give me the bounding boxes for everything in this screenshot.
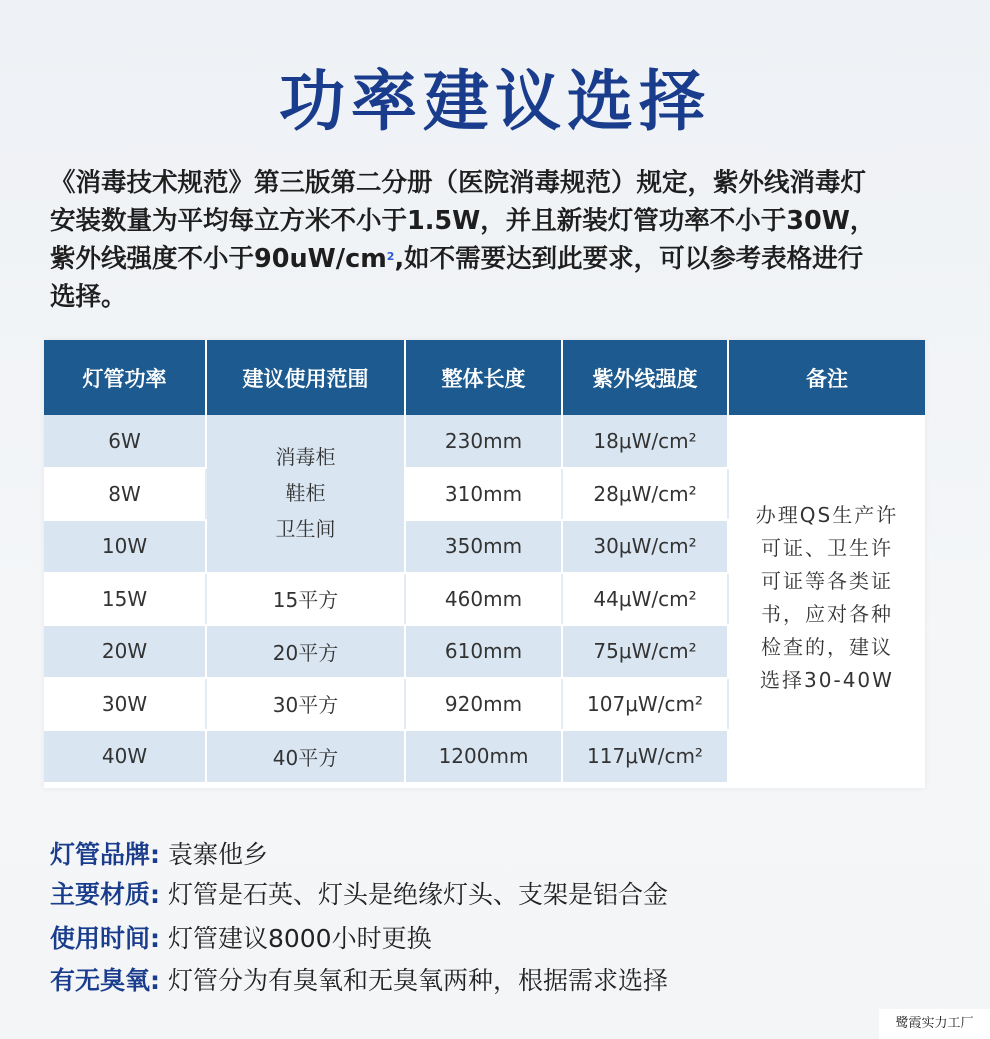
info-key: 主要材质: — [50, 880, 160, 909]
note-line: 可证等各类证 — [761, 569, 893, 594]
intro-text-end: ,如不需要达到此要求，可以参考表格进行选择。 — [50, 244, 864, 312]
info-key: 有无臭氧: — [50, 966, 160, 995]
cell-scope: 40平方 — [206, 730, 405, 783]
scope-line: 消毒柜 — [275, 445, 336, 470]
header-intensity: 紫外线强度 — [562, 340, 728, 415]
note-line: 办理QS生产许 — [755, 503, 899, 528]
cell-intensity: 117μW/cm² — [562, 730, 728, 783]
info-value: 灯管是石英、灯头是绝缘灯头、支架是铝合金 — [160, 880, 668, 909]
header-length: 整体长度 — [405, 340, 562, 415]
header-scope: 建议使用范围 — [206, 340, 405, 415]
cell-length: 610mm — [405, 625, 562, 678]
info-value: 灯管分为有臭氧和无臭氧两种，根据需求选择 — [160, 966, 668, 995]
scope-line: 鞋柜 — [285, 481, 326, 506]
cell-length: 1200mm — [405, 730, 562, 783]
cell-intensity: 18μW/cm² — [562, 415, 728, 468]
info-value: 灯管建议8000小时更换 — [160, 924, 432, 953]
info-key: 使用时间: — [50, 924, 160, 953]
table-header-row — [44, 340, 925, 415]
cell-power: 40W — [44, 730, 206, 783]
header-note: 备注 — [728, 340, 925, 415]
cell-scope-merged — [206, 415, 405, 573]
cell-intensity: 107μW/cm² — [562, 678, 728, 731]
watermark: 鹭霞实力工厂 — [879, 1009, 990, 1039]
note-line: 书，应对各种 — [761, 602, 893, 627]
info-key: 灯管品牌: — [50, 840, 160, 869]
info-lifetime — [50, 922, 950, 956]
cell-scope: 15平方 — [206, 573, 405, 626]
info-ozone — [50, 964, 950, 998]
cell-power: 6W — [44, 415, 206, 468]
note-line: 选择30-40W — [760, 668, 894, 693]
cell-power: 10W — [44, 520, 206, 573]
cell-intensity: 30μW/cm² — [562, 520, 728, 573]
power-table — [44, 340, 925, 788]
note-line: 检查的，建议 — [761, 635, 893, 660]
cell-length: 920mm — [405, 678, 562, 731]
cell-power: 8W — [44, 468, 206, 521]
cell-power: 15W — [44, 573, 206, 626]
cell-intensity: 28μW/cm² — [562, 468, 728, 521]
table-row — [44, 415, 925, 468]
cell-power: 30W — [44, 678, 206, 731]
info-brand — [50, 838, 950, 872]
cell-power: 20W — [44, 625, 206, 678]
cell-length: 310mm — [405, 468, 562, 521]
intro-paragraph — [50, 164, 880, 316]
intro-text: 《消毒技术规范》第三版第二分册（医院消毒规范）规定，紫外线消毒灯安装数量为平均每立方米不小于1.5W，并且新装灯管功率不小于30W，紫外线强度不小于90uW/cm — [50, 168, 876, 274]
cell-length: 230mm — [405, 415, 562, 468]
page-title: 功率建议选择 — [279, 63, 711, 140]
scope-line: 卫生间 — [275, 517, 336, 542]
header-power: 灯管功率 — [44, 340, 206, 415]
info-value: 袁寨他乡 — [160, 840, 268, 869]
cell-intensity: 44μW/cm² — [562, 573, 728, 626]
cell-note — [728, 415, 925, 783]
cell-length: 460mm — [405, 573, 562, 626]
cell-scope: 20平方 — [206, 625, 405, 678]
cell-length: 350mm — [405, 520, 562, 573]
note-line: 可证、卫生许 — [761, 536, 893, 561]
intro-superscript: 2 — [386, 250, 395, 263]
cell-scope: 30平方 — [206, 678, 405, 731]
cell-intensity: 75μW/cm² — [562, 625, 728, 678]
info-material — [50, 878, 950, 912]
